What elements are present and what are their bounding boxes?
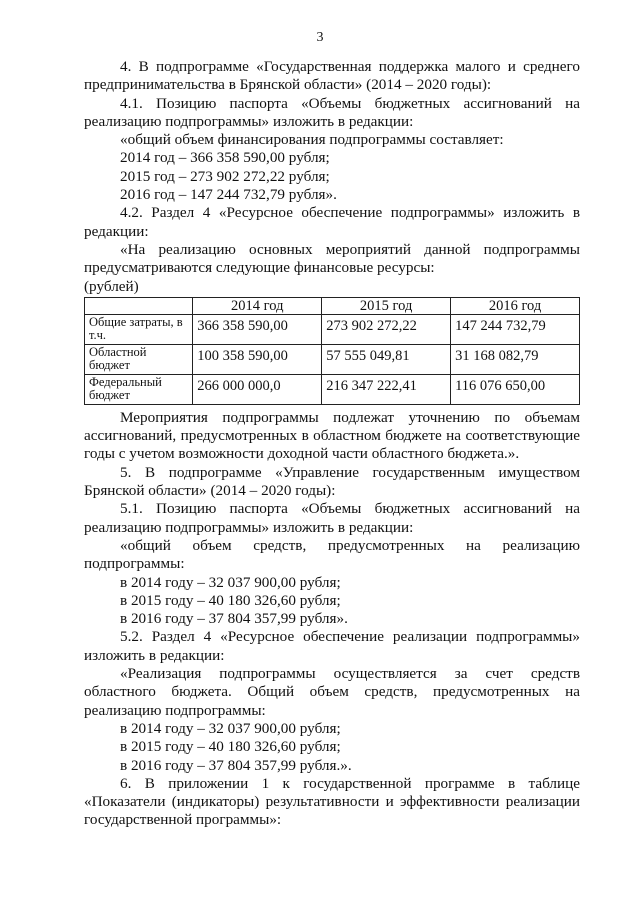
table-header-row xyxy=(85,297,580,314)
table-header-cell xyxy=(85,297,193,314)
page-number: 3 xyxy=(316,30,324,45)
paragraph: в 2014 году – 32 037 900,00 рубля; xyxy=(120,573,341,591)
document-body xyxy=(84,58,580,830)
paragraph: «На реализацию основных мероприятий данной подпрограммы предусматриваются следующие финансовые ресурсы: xyxy=(84,240,580,277)
table-row xyxy=(85,314,580,344)
table-cell: 366 358 590,00 xyxy=(193,314,322,344)
paragraph: «Реализация подпрограммы осуществляется за счет средств областного бюджета. Общий объем средств, предусмотренных на реализацию подпрограммы: xyxy=(84,665,580,719)
paragraph: «общий объем средств, предусмотренных на реализацию подпрограммы: xyxy=(84,536,580,573)
table-cell: 273 902 272,22 xyxy=(322,314,451,344)
table-header-cell: 2015 год xyxy=(322,297,451,314)
table-cell: 266 000 000,0 xyxy=(193,374,322,404)
paragraph: в 2014 году – 32 037 900,00 рубля; xyxy=(120,719,341,737)
table-cell: 147 244 732,79 xyxy=(451,314,580,344)
paragraph: Мероприятия подпрограммы подлежат уточнению по объемам ассигнований, предусмотренных в областном бюджете на соответствующие годы с учетом возможности доходной части областного бюджета.». xyxy=(84,408,580,463)
paragraph: в 2015 году – 40 180 326,60 рубля; xyxy=(120,591,341,609)
paragraph: 4. В подпрограмме «Государственная поддержка малого и среднего предпринимательства в Брянской области» (2014 – 2020 годы): xyxy=(84,58,580,94)
table-row-label: Общие затраты, в т.ч. xyxy=(85,314,193,344)
paragraph: 5. В подпрограмме «Управление государственным имуществом Брянской области» (2014 – 2020 годы): xyxy=(84,463,580,500)
table-unit: (рублей) xyxy=(84,277,139,295)
paragraph: 6. В приложении 1 к государственной программе в таблице «Показатели (индикаторы) результативности и эффективности реализации государственной программы»: xyxy=(84,774,580,829)
table-cell: 31 168 082,79 xyxy=(451,344,580,374)
table-row xyxy=(85,344,580,374)
table-header-cell: 2014 год xyxy=(193,297,322,314)
paragraph: 5.1. Позицию паспорта «Объемы бюджетных ассигнований на реализацию подпрограммы» изложить в редакции: xyxy=(84,500,580,536)
table-header-cell: 2016 год xyxy=(451,297,580,314)
paragraph: 4.2. Раздел 4 «Ресурсное обеспечение подпрограммы» изложить в редакции: xyxy=(84,204,580,240)
table-row-label: Федеральный бюджет xyxy=(85,374,193,404)
table-cell: 216 347 222,41 xyxy=(322,374,451,404)
table-cell: 57 555 049,81 xyxy=(322,344,451,374)
paragraph: 2016 год – 147 244 732,79 рубля». xyxy=(120,186,337,204)
paragraph: в 2016 году – 37 804 357,99 рубля». xyxy=(120,610,348,628)
paragraph: 2015 год – 273 902 272,22 рубля; xyxy=(120,167,330,185)
paragraph: в 2016 году – 37 804 357,99 рубля.». xyxy=(120,756,352,774)
table-row-label: Областной бюджет xyxy=(85,344,193,374)
table-cell: 116 076 650,00 xyxy=(451,374,580,404)
paragraph: 5.2. Раздел 4 «Ресурсное обеспечение реализации подпрограммы» изложить в редакции: xyxy=(84,628,580,664)
table-cell: 100 358 590,00 xyxy=(193,344,322,374)
table-row xyxy=(85,374,580,404)
paragraph: 4.1. Позицию паспорта «Объемы бюджетных ассигнований на реализацию подпрограммы» изложить в редакции: xyxy=(84,94,580,130)
funding-table xyxy=(84,297,580,405)
paragraph: 2014 год – 366 358 590,00 рубля; xyxy=(120,149,330,167)
paragraph: в 2015 году – 40 180 326,60 рубля; xyxy=(120,738,341,756)
paragraph: «общий объем финансирования подпрограммы составляет: xyxy=(120,131,504,149)
